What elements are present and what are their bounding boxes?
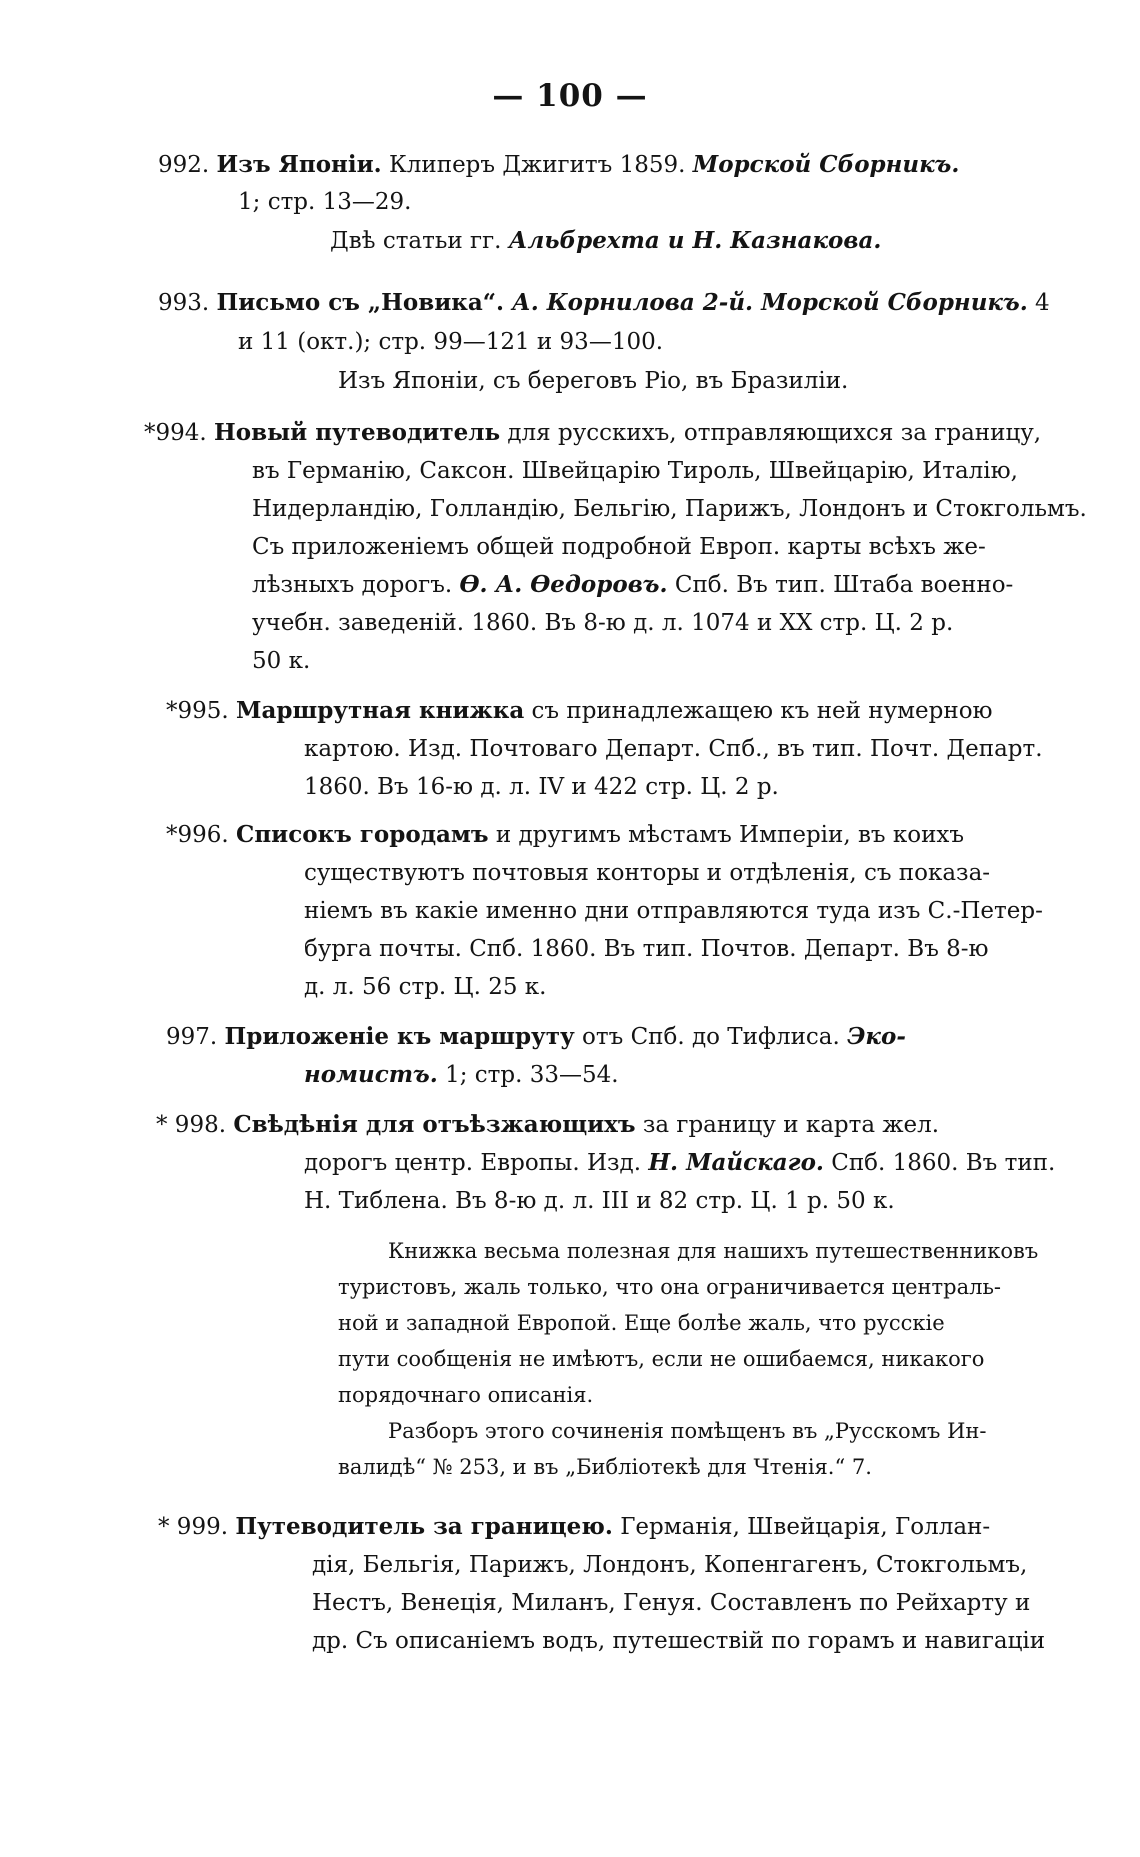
entry-996-line-1: *996. Списокъ городамъ и другимъ мѣстамъ Имперіи, въ коихъ — [166, 821, 965, 848]
entry-994-line-5: лѣзныхъ дорогъ. Ѳ. А. Ѳедоровъ. Спб. Въ тип. Штаба военно- — [252, 571, 1014, 598]
entry-996-line-3: ніемъ въ какіе именно дни отправляются туда изъ С.-Петер- — [304, 898, 1043, 924]
note-line-7: валидѣ“ № 253, и въ „Библіотекѣ для Чтенія.“ 7. — [338, 1455, 872, 1479]
entry-number: *994. — [144, 420, 207, 446]
entry-title: Приложеніе къ маршруту — [224, 1023, 575, 1050]
entry-number: * 998. — [156, 1112, 227, 1138]
note-line-1: Книжка весьма полезная для нашихъ путешественниковъ — [388, 1239, 1039, 1263]
entry-994-line-1: *994. Новый путеводитель для русскихъ, отправляющихся за границу, — [144, 419, 1042, 446]
entry-995-line-3: 1860. Въ 16-ю д. л. IV и 422 стр. Ц. 2 р. — [304, 774, 779, 800]
entry-996-line-2: существуютъ почтовыя конторы и отдѣленія, съ показа- — [304, 860, 991, 886]
entry-992-line-3: Двѣ статьи гг. Альбрехта и Н. Казнакова. — [330, 227, 882, 254]
note-line-2: туристовъ, жаль только, что она ограничивается централь- — [338, 1275, 1001, 1299]
entry-number: 992. — [158, 152, 210, 178]
entry-number: 993. — [158, 290, 210, 316]
entry-993-line-2: и 11 (окт.); стр. 99—121 и 93—100. — [238, 329, 664, 355]
entry-title: Новый путеводитель — [214, 419, 501, 446]
entry-994-line-7: 50 к. — [252, 648, 311, 674]
entry-title: Изъ Японіи. — [216, 151, 382, 178]
entry-number: *995. — [166, 698, 229, 724]
entry-title: Списокъ городамъ — [236, 821, 489, 848]
entry-995-line-2: картою. Изд. Почтоваго Департ. Спб., въ тип. Почт. Департ. — [304, 736, 1043, 762]
note-line-4: пути сообщенія не имѣютъ, если не ошибаемся, никакого — [338, 1347, 985, 1371]
entry-number: *996. — [166, 822, 229, 848]
entry-994-line-2: въ Германію, Саксон. Швейцарію Тироль, Швейцарію, Италію, — [252, 458, 1018, 484]
entry-994-line-3: Нидерландію, Голландію, Бельгію, Парижъ, Лондонъ и Стокгольмъ. — [252, 496, 1087, 522]
entry-996-line-5: д. л. 56 стр. Ц. 25 к. — [304, 974, 547, 1000]
entry-997-line-1: 997. Приложеніе къ маршруту отъ Спб. до Тифлиса. Эко- — [166, 1023, 906, 1050]
entry-997-line-2: номистъ. 1; стр. 33—54. — [304, 1061, 619, 1088]
entry-number: 997. — [166, 1024, 218, 1050]
entry-999-line-3: Нестъ, Венеція, Миланъ, Генуя. Составленъ по Рейхарту и — [312, 1590, 1031, 1616]
entry-title: Маршрутная книжка — [236, 697, 525, 724]
note-line-5: порядочнаго описанія. — [338, 1383, 594, 1407]
page-number: — 100 — — [492, 78, 648, 114]
entry-title: Свѣдѣнія для отъѣзжающихъ — [233, 1111, 636, 1138]
entry-998-line-2: дорогъ центр. Европы. Изд. Н. Майскаго. Спб. 1860. Въ тип. — [304, 1149, 1056, 1176]
entry-998-line-3: Н. Тиблена. Въ 8-ю д. л. III и 82 стр. Ц. 1 р. 50 к. — [304, 1188, 895, 1214]
entry-title: Путеводитель за границею. — [235, 1513, 613, 1540]
entry-999-line-2: дія, Бельгія, Парижъ, Лондонъ, Копенгагенъ, Стокгольмъ, — [312, 1552, 1028, 1578]
entry-996-line-4: бурга почты. Спб. 1860. Въ тип. Почтов. Департ. Въ 8-ю — [304, 936, 989, 962]
entry-993-line-3: Изъ Японіи, съ береговъ Ріо, въ Бразиліи. — [338, 368, 849, 394]
entry-994-line-4: Съ приложеніемъ общей подробной Европ. карты всѣхъ же- — [252, 534, 986, 560]
note-line-6: Разборъ этого сочиненія помѣщенъ въ „Русскомъ Ин- — [388, 1419, 987, 1443]
entry-995-line-1: *995. Маршрутная книжка съ принадлежащею къ ней нумерною — [166, 697, 993, 724]
entry-994-line-6: учебн. заведеній. 1860. Въ 8-ю д. л. 1074 и XX стр. Ц. 2 р. — [252, 610, 954, 636]
note-line-3: ной и западной Европой. Еще болѣе жаль, что русскіе — [338, 1311, 945, 1335]
entry-992-line-2: 1; стр. 13—29. — [238, 189, 412, 215]
entry-998-line-1: * 998. Свѣдѣнія для отъѣзжающихъ за границу и карта жел. — [156, 1111, 940, 1138]
entry-number: * 999. — [158, 1514, 229, 1540]
entry-993-line-1: 993. Письмо съ „Новика“. А. Корнилова 2-й. Морской Сборникъ. 4 — [158, 289, 1050, 316]
entry-999-line-1: * 999. Путеводитель за границею. Германія, Швейцарія, Голлан- — [158, 1513, 991, 1540]
entry-title: Письмо съ „Новика“. — [216, 289, 504, 316]
entry-992-line-1: 992. Изъ Японіи. Клиперъ Джигитъ 1859. Морской Сборникъ. — [158, 151, 960, 178]
entry-999-line-4: др. Съ описаніемъ водъ, путешествій по горамъ и навигаціи — [312, 1628, 1046, 1654]
